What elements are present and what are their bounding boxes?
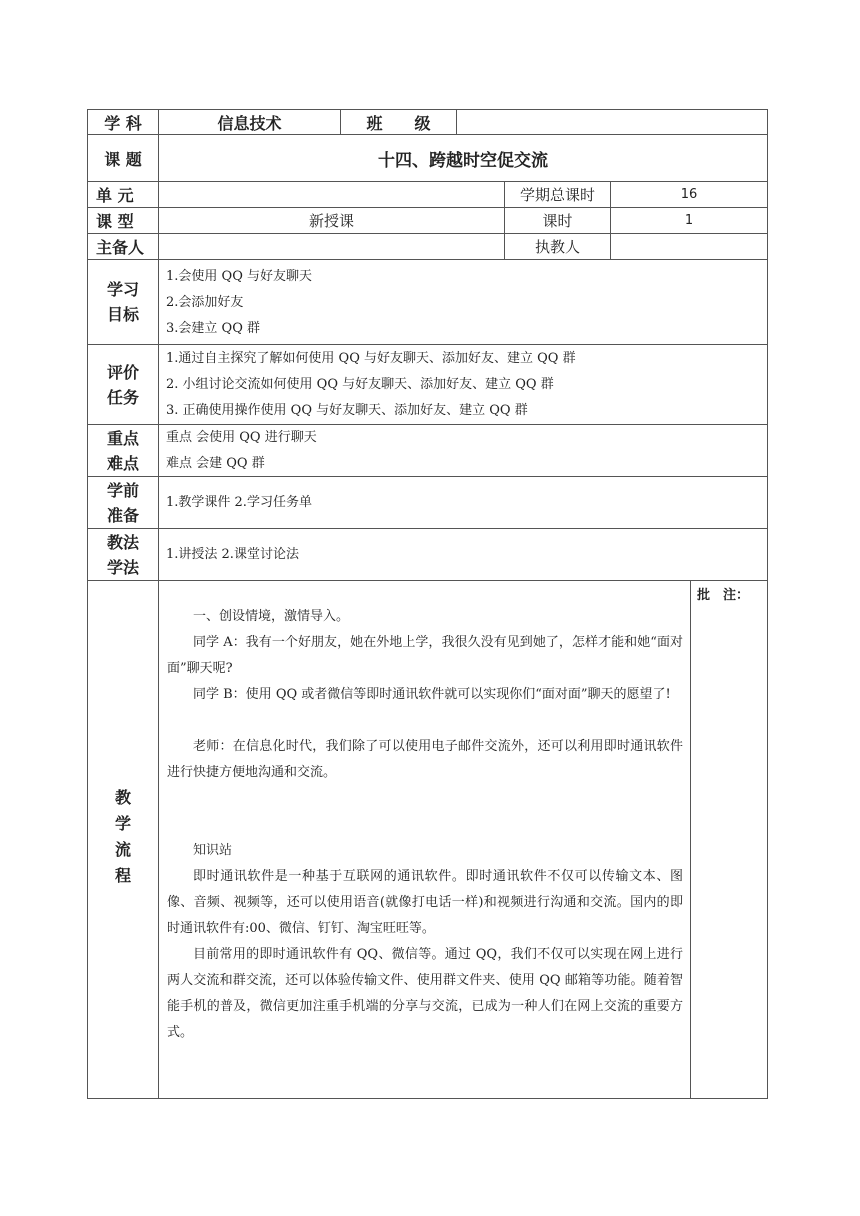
objective-item: 2.会添加好友 (166, 295, 244, 310)
process-label: 教 学 流 程 (114, 788, 131, 885)
process-paragraph: 老师：在信息化时代，我们除了可以使用电子邮件交流外，还可以利用即时通讯软件进行快捷方便地沟通和交流。 (167, 739, 683, 780)
process-paragraph-heading: 知识站 (193, 843, 233, 858)
methods-label: 教法 学法 (106, 532, 139, 577)
preparation-value: 1.教学课件 2.学习任务单 (166, 494, 312, 510)
evaluation-item: 1.通过自主探究了解如何使用 QQ 与好友聊天、添加好友、建立 QQ 群 (166, 351, 576, 366)
key-points-list (166, 425, 756, 477)
notes-label: 批 注： (697, 588, 750, 603)
objective-item: 3.会建立 QQ 群 (166, 321, 260, 336)
process-paragraph: 目前常用的即时通讯软件有 QQ、微信等。通过 QQ，我们不仅可以实现在网上进行两人交流和群交流，还可以体验传输文件、使用群文件夹、使用 QQ 邮箱等功能。随着智能手机的普及，微信更加注重手机端的分享与交流，已成为一种人们在网上交流的重要方式。 (167, 947, 683, 1040)
topic-title: 十四、跨越时空促交流 (378, 150, 548, 171)
total-hours-label: 学期总课时 (519, 186, 595, 204)
process-content (167, 604, 683, 1046)
process-paragraph-blank (167, 812, 683, 838)
evaluation-item: 2. 小组讨论交流如何使用 QQ 与好友聊天、添加好友、建立 QQ 群 (166, 377, 554, 392)
lesson-type-label: 课 型 (96, 212, 134, 231)
objectives-label: 学习 目标 (106, 280, 139, 324)
lesson-type-value: 新授课 (308, 212, 354, 230)
lesson-hours-label: 课时 (542, 212, 573, 230)
subject-value: 信息技术 (217, 113, 282, 133)
objective-item: 1.会使用 QQ 与好友聊天 (166, 269, 312, 284)
evaluation-list (166, 346, 756, 424)
lesson-hours-value: 1 (684, 212, 694, 228)
process-paragraph: 一、创设情境，激情导入。 (193, 609, 350, 624)
unit-label: 单 元 (96, 186, 134, 205)
topic-label: 课 题 (104, 149, 142, 169)
process-paragraph: 同学 B：使用 QQ 或者微信等即时通讯软件就可以实现你们“面对面”聊天的愿望了! (193, 687, 671, 702)
evaluation-item: 3. 正确使用操作使用 QQ 与好友聊天、添加好友、建立 QQ 群 (166, 403, 528, 418)
teacher-label: 执教人 (534, 238, 580, 256)
methods-value: 1.讲授法 2.课堂讨论法 (166, 546, 299, 562)
process-paragraph-blank (167, 786, 683, 812)
preparation-label: 学前 准备 (106, 480, 139, 525)
subject-label: 学 科 (104, 113, 142, 133)
class-label: 班 级 (366, 113, 431, 133)
key-points-label: 重点 难点 (106, 428, 139, 473)
process-paragraph-blank (167, 708, 683, 734)
process-paragraph: 同学 A：我有一个好朋友，她在外地上学，我很久没有见到她了，怎样才能和她“面对面”聊天呢? (167, 635, 683, 676)
evaluation-label: 评价 任务 (106, 362, 139, 407)
process-paragraph: 即时通讯软件是一种基于互联网的通讯软件。即时通讯软件不仅可以传输文本、图像、音频、视频等，还可以使用语音(就像打电话一样)和视频进行沟通和交流。国内的即时通讯软件有:00、微信、钉钉、淘宝旺旺等。 (167, 869, 683, 936)
objectives-list (166, 264, 756, 342)
key-point-item: 重点 会使用 QQ 进行聊天 (166, 430, 317, 445)
key-point-item: 难点 会建 QQ 群 (166, 456, 265, 471)
total-hours-value: 16 (680, 186, 698, 202)
preparer-label: 主备人 (96, 238, 145, 257)
